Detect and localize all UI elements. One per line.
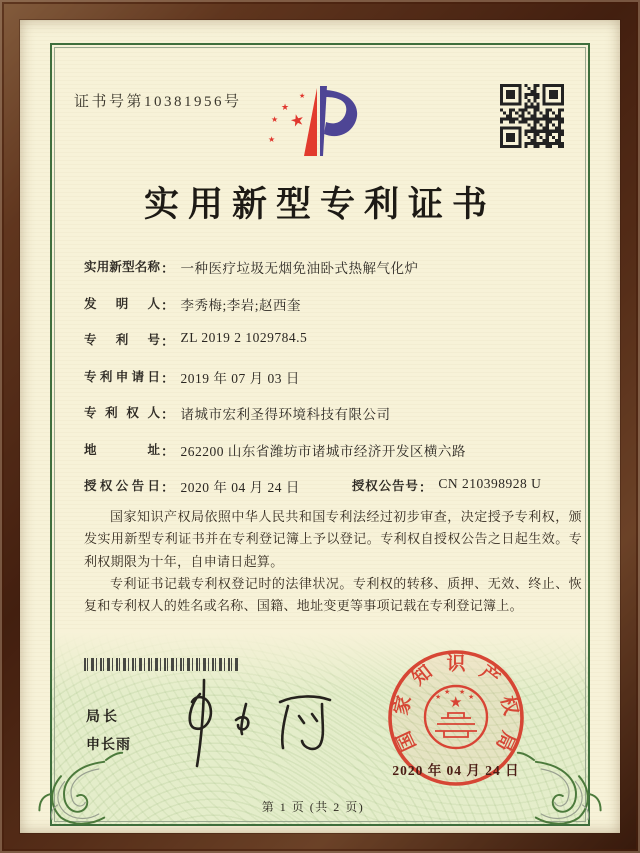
svg-text:★: ★	[268, 135, 276, 144]
svg-text:★: ★	[281, 103, 290, 113]
field-colon: ：	[161, 261, 175, 276]
barcode	[84, 658, 240, 671]
field-colon: ：	[161, 407, 175, 422]
field-value: 李秀梅;李岩;赵西奎	[180, 297, 302, 313]
field-colon: ：	[418, 480, 433, 495]
field-colon: ：	[161, 443, 175, 459]
certificate-paper	[20, 20, 620, 833]
field-label: 授权公告日	[84, 479, 160, 493]
svg-text:★: ★	[288, 109, 307, 132]
field-value: 诸城市宏利圣得环境科技有限公司	[180, 407, 391, 422]
svg-text:★: ★	[459, 688, 466, 696]
certificate-number: 证书号第10381956号	[74, 94, 242, 110]
field-patent-number	[84, 330, 584, 367]
field-colon: ：	[161, 297, 175, 313]
svg-text:★: ★	[435, 693, 442, 701]
svg-text:识: 识	[446, 653, 466, 675]
field-label: 专利权人	[84, 406, 160, 420]
field-value: 262200 山东省潍坊市诸城市经济开发区横六路	[180, 443, 466, 459]
handwritten-signature	[170, 672, 350, 777]
field-colon: ：	[161, 370, 175, 386]
legal-paragraph-1: 国家知识产权局依照中华人民共和国专利法经过初步审查，决定授予专利权，颁发实用新型专利证书并在专利登记簿上予以登记。专利权自授权公告之日起生效。专利权期限为十年，自申请日起算。	[84, 509, 582, 569]
field-value: 一种医疗垃圾无烟免油卧式热解气化炉	[180, 261, 419, 276]
legal-text	[84, 506, 582, 617]
field-list	[84, 257, 584, 513]
field-value: 2019 年 07 月 03 日	[180, 370, 300, 386]
certificate-title: 实用新型专利证书	[143, 185, 496, 224]
field-filing-date	[84, 367, 584, 404]
field-label: 专利申请日	[84, 369, 160, 384]
field-value: ZL 2019 2 1029784.5	[180, 330, 308, 345]
svg-text:★: ★	[299, 92, 306, 100]
field-address	[84, 440, 584, 477]
svg-text:局: 局	[491, 727, 519, 754]
cnipa-patent-logo-icon	[266, 76, 386, 176]
field-value: 2020 年 04 月 24 日	[180, 480, 300, 495]
svg-text:★: ★	[444, 688, 451, 696]
floral-corner-ornament	[516, 742, 606, 832]
signatory-title: 局长	[86, 708, 120, 724]
signatory-name: 申长雨	[86, 736, 131, 752]
svg-text:★: ★	[468, 693, 475, 701]
field-utility-model-name	[84, 257, 584, 294]
svg-text:产: 产	[475, 661, 504, 690]
svg-text:家: 家	[391, 693, 416, 718]
svg-text:★: ★	[449, 693, 463, 711]
field-label: 发明人	[84, 296, 160, 311]
svg-text:★: ★	[271, 115, 279, 124]
page-number: 第 1 页 (共 2 页)	[261, 800, 365, 814]
field-grant-number	[352, 476, 542, 496]
field-value: CN 210398928 U	[438, 476, 542, 491]
field-label: 地址	[84, 442, 160, 457]
field-patentee	[84, 403, 584, 440]
field-inventors	[84, 294, 584, 331]
field-colon: ：	[161, 334, 175, 349]
floral-corner-ornament	[34, 742, 124, 832]
field-colon: ：	[161, 480, 175, 495]
field-label: 专利号	[84, 333, 160, 347]
field-label: 实用新型名称	[84, 260, 160, 274]
svg-text:权: 权	[496, 693, 521, 718]
field-label: 授权公告号	[351, 479, 418, 493]
svg-text:国: 国	[393, 727, 421, 754]
legal-paragraph-2: 专利证书记载专利权登记时的法律状况。专利权的转移、质押、无效、终止、恢复和专利权人的姓名或名称、国籍、地址变更等事项记载在专利登记簿上。	[84, 575, 582, 614]
seal-date: 2020 年 04 月 24 日	[392, 763, 520, 778]
svg-text:知: 知	[408, 661, 437, 690]
qr-code	[500, 84, 564, 148]
